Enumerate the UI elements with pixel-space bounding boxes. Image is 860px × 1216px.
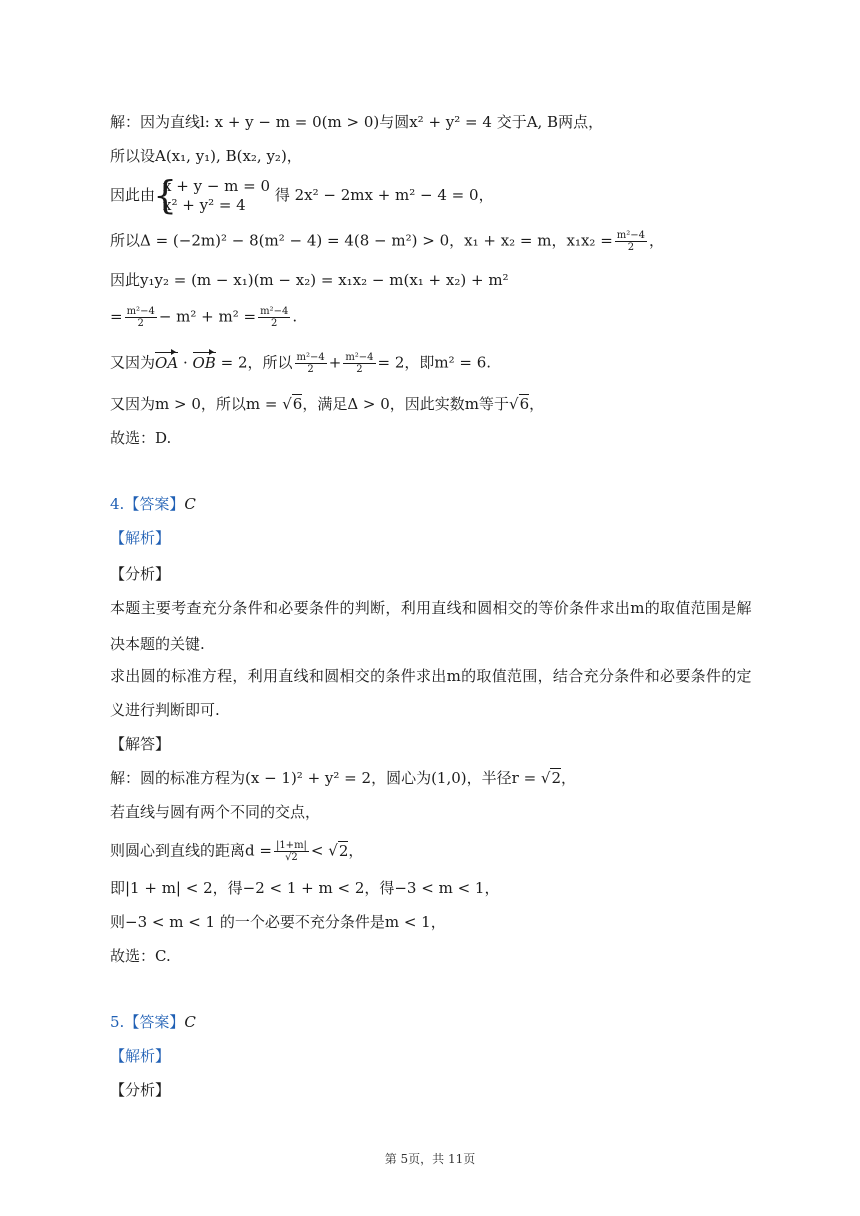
q4-fenxi-line-3: 求出圆的标准方程，利用直线和圆相交的条件求出m的取值范围，结合充分条件和必要条件的定 — [110, 667, 752, 685]
text: ， — [561, 769, 577, 787]
solution-line-5: 因此y₁y₂ = (m − x₁)(m − x₂) = x₁x₂ − m(x₁ + x₂) + m² — [110, 271, 509, 289]
fraction-numerator: m²−4 — [296, 352, 325, 363]
q4-answer — [110, 494, 196, 514]
solution-line-7 — [110, 352, 491, 375]
system-eq-1: { x + y − m = 0 — [163, 177, 271, 195]
fraction — [343, 352, 375, 375]
fraction-denominator: 2 — [271, 318, 278, 329]
question-number: 5. — [110, 1013, 125, 1031]
fraction-denominator: 2 — [356, 364, 363, 375]
q5-answer — [110, 1012, 196, 1032]
q4-analysis-label: 【解析】 — [110, 529, 171, 547]
q4-fenxi-line-2: 决本题的关键. — [110, 635, 205, 653]
system-eq-2: x² + y² = 4 — [163, 196, 246, 214]
solution-line-9: 故选：D. — [110, 429, 172, 447]
text: 又因为m > 0，所以m = — [110, 395, 278, 413]
solution-line-3 — [110, 176, 494, 216]
q4-jieda-line-4: 即|1 + m| < 2，得−2 < 1 + m < 2，得−3 < m < 1， — [110, 879, 500, 897]
line-end: ， — [649, 231, 665, 250]
fraction-denominator: 2 — [137, 318, 144, 329]
text: = 2，即m² = 6. — [377, 353, 492, 372]
fraction — [295, 352, 327, 375]
text: ， — [529, 395, 545, 413]
system-result: 得 2x² − 2mx + m² − 4 = 0， — [274, 186, 494, 204]
fraction — [258, 306, 290, 329]
q4-fenxi-line-4: 义进行判断即可. — [110, 701, 220, 719]
fraction-numerator: m²−4 — [126, 306, 155, 317]
sqrt-radicand: 6 — [519, 395, 530, 413]
solution-line-4 — [110, 230, 664, 253]
solution-line-1: 解：因为直线l: x + y − m = 0(m > 0)与圆x² + y² = 4 交于A, B两点， — [110, 113, 604, 131]
vector-oa: OA — [155, 353, 179, 372]
page-footer: 第 5页，共 11页 — [384, 1152, 476, 1166]
q4-fenxi-label: 【分析】 — [110, 565, 171, 583]
text: = 2，所以 — [220, 353, 293, 372]
q4-jieda-line-5: 则−3 < m < 1 的一个必要不充分条件是m < 1， — [110, 913, 446, 931]
sqrt-radicand: 6 — [292, 395, 303, 413]
text: 又因为 — [110, 353, 156, 372]
fraction-numerator: m²−4 — [345, 352, 374, 363]
fraction-denominator: √2 — [285, 852, 298, 863]
answer-value: C — [184, 1013, 196, 1031]
fraction — [615, 230, 647, 253]
answer-label: 【答案】 — [124, 495, 185, 513]
sqrt-radicand: 2 — [338, 841, 349, 860]
answer-value: C — [184, 495, 196, 513]
fraction-numerator: |1+m| — [275, 840, 307, 851]
sqrt-radicand: 2 — [551, 769, 562, 787]
solution-line-6 — [110, 306, 297, 329]
discriminant-text: 所以Δ = (−2m)² − 8(m² − 4) = 4(8 − m²) > 0，x₁ + x₂ = m，x₁x₂ = — [110, 231, 613, 250]
system-prefix: 因此由 — [110, 186, 156, 204]
q4-jieda-line-3: 则圆心到直线的距离d = $\frac{|1+m|}{√2}$ < √2， — [110, 840, 364, 863]
solution-line-8: 又因为m > 0，所以m = √6，满足Δ > 0，因此实数m等于√6， — [110, 395, 545, 413]
dot-operator: · — [182, 353, 188, 372]
text: ， — [348, 841, 364, 860]
equation-system — [155, 177, 270, 215]
fraction-denominator: 2 — [307, 364, 314, 375]
q4-jieda-line-1: 解：圆的标准方程为(x − 1)² + y² = 2，圆心为(1,0)，半径r = √2， — [110, 769, 577, 787]
answer-label: 【答案】 — [124, 1013, 185, 1031]
line-end: . — [292, 307, 298, 326]
q4-jieda-line-6: 故选：C. — [110, 947, 171, 965]
q5-fenxi-label: 【分析】 — [110, 1081, 171, 1099]
q5-analysis-label: 【解析】 — [110, 1047, 171, 1065]
text: 则圆心到直线的距离d = — [110, 841, 272, 860]
equals-sign: = — [110, 307, 123, 326]
fraction-denominator: 2 — [627, 242, 635, 253]
fraction-numerator: m²−4 — [260, 306, 289, 317]
q4-fenxi-line-1: 本题主要考查充分条件和必要条件的判断，利用直线和圆相交的等价条件求出m的取值范围是解 — [110, 599, 752, 617]
less-than: < — [310, 841, 324, 860]
expression: − m² + m² = — [158, 307, 257, 326]
text: ，满足Δ > 0，因此实数m等于 — [302, 395, 510, 413]
q4-jieda-line-2: 若直线与圆有两个不同的交点， — [110, 803, 321, 821]
fraction — [274, 840, 309, 863]
fraction — [125, 306, 157, 329]
question-number: 4. — [110, 495, 125, 513]
vector-ob: OB — [192, 353, 216, 372]
q4-jieda-label: 【解答】 — [110, 735, 171, 753]
solution-line-2: 所以设A(x₁, y₁), B(x₂, y₂)， — [110, 147, 302, 165]
plus-sign: + — [328, 353, 342, 372]
fraction-numerator: m²−4 — [616, 230, 646, 241]
text: 解：圆的标准方程为(x − 1)² + y² = 2，圆心为(1,0)，半径r = — [110, 769, 537, 787]
